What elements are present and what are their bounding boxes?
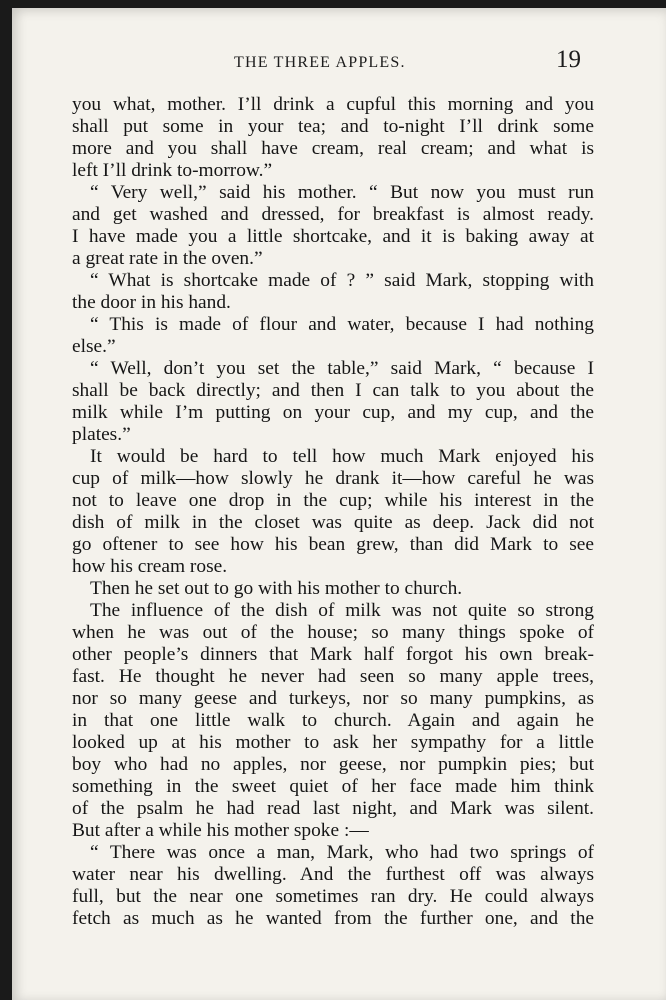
text-line: milk while I’m putting on your cup, and my cup, and the (72, 402, 594, 423)
text-line: in that one little walk to church. Again and again he (72, 710, 594, 731)
text-line: else.” (72, 336, 116, 357)
text-line: fetch as much as he wanted from the further one, and the (72, 908, 594, 929)
text-line: looked up at his mother to ask her sympathy for a little (72, 732, 594, 753)
text-line: you what, mother. I’ll drink a cupful this morning and you (72, 94, 594, 115)
text-line: a great rate in the oven.” (72, 248, 263, 269)
text-line: shall put some in your tea; and to-night I’ll drink some (72, 116, 594, 137)
text-line: “ Well, don’t you set the table,” said Mark, “ because I (90, 358, 594, 379)
text-line: the door in his hand. (72, 292, 231, 313)
text-line: go oftener to see how his bean grew, than did Mark to see (72, 534, 594, 555)
text-line: nor so many geese and turkeys, nor so many pumpkins, as (72, 688, 594, 709)
text-line: when he was out of the house; so many things spoke of (72, 622, 594, 643)
text-line: I have made you a little shortcake, and it is baking away at (72, 226, 594, 247)
text-line: It would be hard to tell how much Mark enjoyed his (90, 446, 594, 467)
text-line: fast. He thought he never had seen so many apple trees, (72, 666, 594, 687)
text-line: something in the sweet quiet of her face made him think (72, 776, 594, 797)
running-title: THE THREE APPLES. (234, 54, 406, 71)
text-line: and get washed and dressed, for breakfast is almost ready. (72, 204, 594, 225)
text-line: of the psalm he had read last night, and Mark was silent. (72, 798, 594, 819)
text-line: shall be back directly; and then I can talk to you about the (72, 380, 594, 401)
text-line: But after a while his mother spoke :— (72, 820, 369, 841)
text-line: how his cream rose. (72, 556, 228, 577)
text-line: full, but the near one sometimes ran dry. He could always (72, 886, 594, 907)
text-line: more and you shall have cream, real cream; and what is (72, 138, 594, 159)
text-line: other people’s dinners that Mark half forgot his own break- (72, 644, 594, 665)
text-line: plates.” (72, 424, 131, 445)
book-page (12, 8, 666, 1000)
text-line: Then he set out to go with his mother to church. (90, 578, 463, 599)
text-line: “ Very well,” said his mother. “ But now you must run (90, 182, 594, 203)
text-line: “ What is shortcake made of ? ” said Mark, stopping with (90, 270, 594, 291)
text-line: water near his dwelling. And the furthest off was always (72, 864, 594, 885)
page-number: 19 (556, 46, 581, 73)
running-header (12, 46, 666, 76)
text-line: The influence of the dish of milk was not quite so strong (90, 600, 594, 621)
text-line: “ This is made of flour and water, because I had nothing (90, 314, 594, 335)
body-text (72, 94, 594, 930)
text-line: left I’ll drink to-morrow.” (72, 160, 273, 181)
text-line: “ There was once a man, Mark, who had two springs of (90, 842, 594, 863)
text-line: dish of milk in the closet was quite as deep. Jack did not (72, 512, 594, 533)
text-line: boy who had no apples, nor geese, nor pumpkin pies; but (72, 754, 594, 775)
text-line: not to leave one drop in the cup; while his interest in the (72, 490, 594, 511)
text-line: cup of milk—how slowly he drank it—how careful he was (72, 468, 594, 489)
